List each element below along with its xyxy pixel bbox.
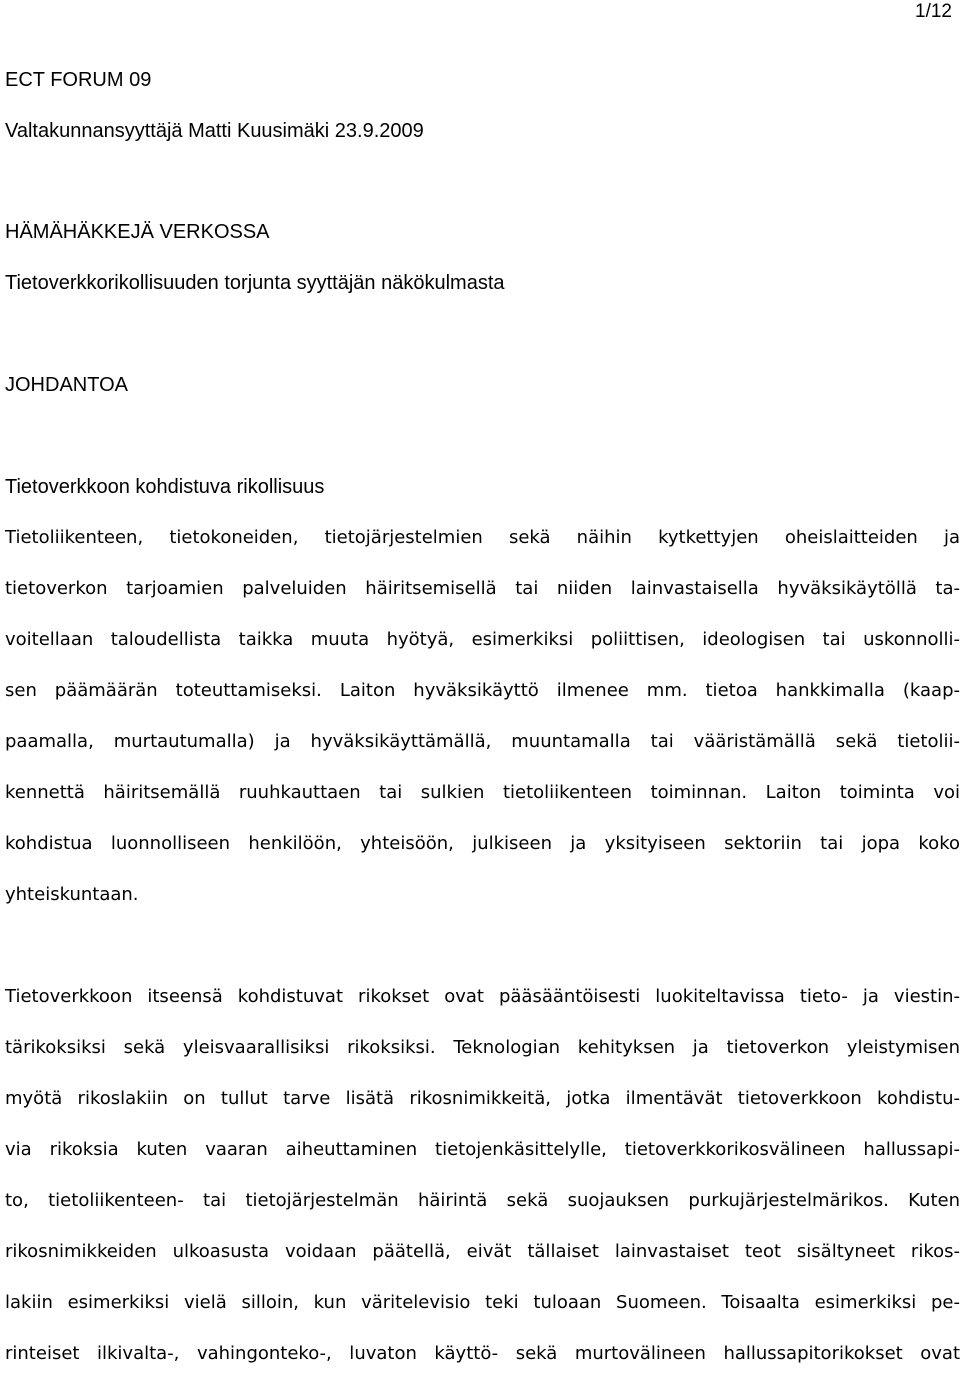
paragraph-2 — [5, 971, 960, 1379]
paragraph-line: rinteiset ilkivalta-, vahingonteko-, luvaton käyttö- sekä murtovälineen hallussapitorikokset ovat — [5, 1343, 960, 1364]
paragraph-line: kohdistua luonnolliseen henkilöön, yhteisöön, julkiseen ja yksityiseen sektoriin tai jopa koko — [5, 833, 960, 854]
paragraph-line: yhteiskuntaan. — [5, 884, 139, 905]
paragraph-line: Tietoverkkoon itseensä kohdistuvat rikokset ovat pääsääntöisesti luokiteltavissa tieto- ja viestin- — [5, 986, 960, 1007]
paragraph-1 — [5, 512, 960, 920]
paragraph-line: voitellaan taloudellista taikka muuta hyötyä, esimerkiksi poliittisen, ideologisen tai uskonnolli- — [5, 629, 960, 650]
paragraph-line: kennettä häiritsemällä ruuhkauttaen tai sulkien tietoliikenteen toiminnan. Laiton toiminta voi — [5, 782, 960, 803]
paragraph-line: to, tietoliikenteen- tai tietojärjestelmän häirintä sekä suojauksen purkujärjestelmärikos. Kuten — [5, 1190, 960, 1211]
paragraph-line: paamalla, murtautumalla) ja hyväksikäyttämällä, muuntamalla tai vääristämällä sekä tietolii- — [5, 731, 960, 752]
forum-name: ECT FORUM 09 — [5, 69, 152, 91]
intro-heading: JOHDANTOA — [5, 374, 128, 396]
author-and-date: Valtakunnansyyttäjä Matti Kuusimäki 23.9.2009 — [5, 120, 424, 142]
paragraph-line: myötä rikoslakiin on tullut tarve lisätä rikosnimikkeitä, jotka ilmentävät tietoverkkoon kohdistu- — [5, 1088, 960, 1109]
page-number: 1/12 — [915, 1, 952, 22]
document-title: HÄMÄHÄKKEJÄ VERKOSSA — [5, 221, 270, 243]
section-heading: Tietoverkkoon kohdistuva rikollisuus — [5, 476, 325, 498]
paragraph-line: tietoverkon tarjoamien palveluiden häiritsemisellä tai niiden lainvastaisella hyväksikäytöllä ta- — [5, 578, 960, 599]
paragraph-line: lakiin esimerkiksi vielä silloin, kun väritelevisio teki tuloaan Suomeen. Toisaalta esimerkiksi pe- — [5, 1292, 960, 1313]
paragraph-line: via rikoksia kuten vaaran aiheuttaminen tietojenkäsittelylle, tietoverkkorikosvälineen hallussapi- — [5, 1139, 960, 1160]
paragraph-line: Tietoliikenteen, tietokoneiden, tietojärjestelmien sekä näihin kytkettyjen oheislaitteiden ja — [5, 527, 960, 548]
document-subtitle: Tietoverkkorikollisuuden torjunta syyttäjän näkökulmasta — [5, 272, 505, 294]
paragraph-line: tärikoksiksi sekä yleisvaarallisiksi rikoksiksi. Teknologian kehityksen ja tietoverkon yleistymisen — [5, 1037, 960, 1058]
paragraph-line: sen päämäärän toteuttamiseksi. Laiton hyväksikäyttö ilmenee mm. tietoa hankkimalla (kaap- — [5, 680, 960, 701]
paragraph-line: rikosnimikkeiden ulkoasusta voidaan päätellä, eivät tällaiset lainvastaiset teot sisältyneet rikos- — [5, 1241, 960, 1262]
